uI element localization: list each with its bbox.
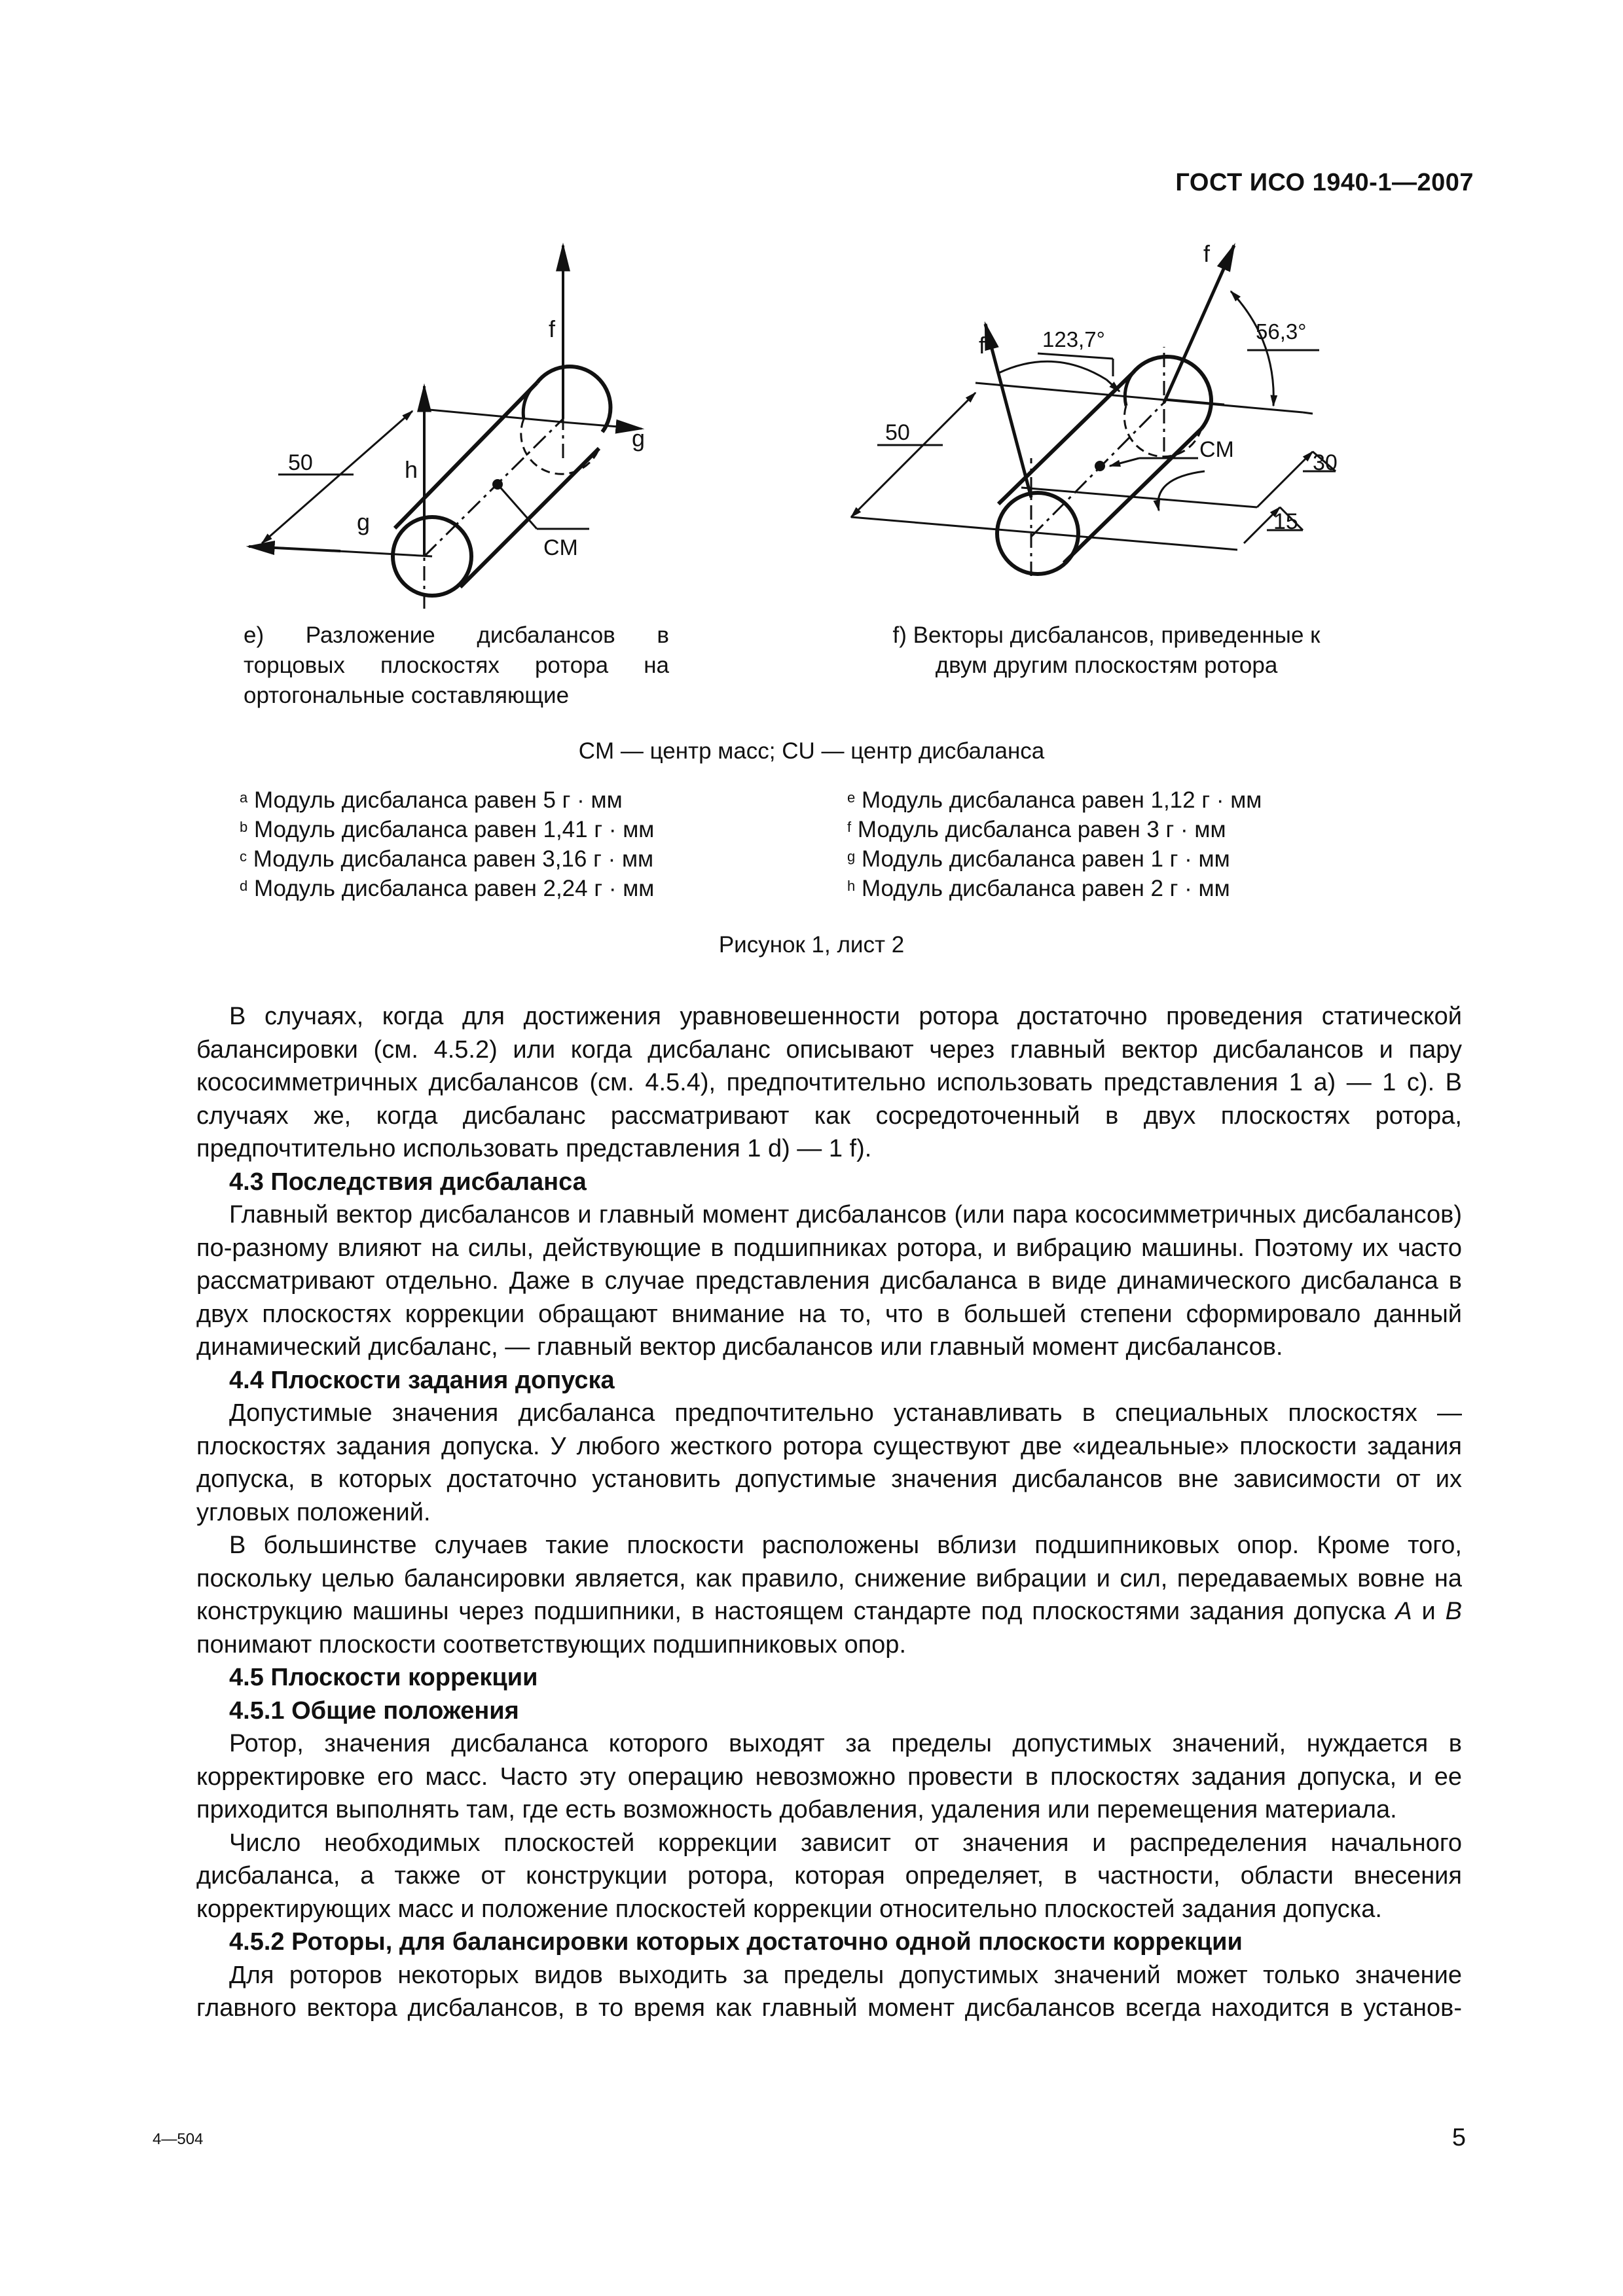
- fig-e-label-f: f: [549, 315, 556, 342]
- notes-right: [847, 785, 1262, 903]
- section-heading-4-5-1: 4.5.1 Общие положения: [229, 1696, 519, 1725]
- fig-e-label-g-left: g: [357, 509, 371, 535]
- fig-f-dim-15: 15: [1273, 509, 1298, 534]
- fig-f-angle-left: 123,7°: [1042, 327, 1105, 351]
- section-heading-4-5: 4.5 Плоскости коррекции: [229, 1664, 538, 1691]
- paragraph: Допустимые значения дисбаланса предпочтительно устанавливать в специальных плоскостях — плоскостях задания допуска. У любого жесткого ротора существуют две «идеальные» плоскости задания допуска, в которых достаточно установить допустимые значения дисбалансов вне зависимости от их угловых положений.: [196, 1399, 1462, 1526]
- footer-print-code: 4—504: [153, 2130, 204, 2148]
- fig-f-dim-50: 50: [885, 420, 910, 445]
- fig-f-label-cm: CM: [1199, 437, 1234, 462]
- note-a: $^a$ Модуль дисбаланса равен 5 г · мм: [240, 787, 623, 813]
- fig-e-label-cm: CM: [543, 535, 578, 560]
- fig-f-angle-right: 56,3°: [1256, 319, 1307, 344]
- figure-f-caption: f) Векторы дисбалансов, приведенные к двум другим плоскостям ротора: [892, 622, 1321, 678]
- figure-e-caption: е) Разложение дисбалансов в торцовых плоскостях ротора на ортогональные составляющие: [244, 622, 669, 708]
- paragraph: Число необходимых плоскостей коррекции зависит от значения и распределения начального дисбаланса, а также от конструкции ротора, которая определяет, в частности, области внесения корректирующих масс и положение плоскостей коррекции относительно плоскостей задания допуска.: [196, 1829, 1462, 1923]
- document-code: ГОСТ ИСО 1940-1—2007: [1175, 169, 1474, 196]
- section-heading-4-5-2: 4.5.2 Роторы, для балансировки которых достаточно одной плоскости коррекции: [229, 1928, 1243, 1956]
- fig-e-label-g-right: g: [632, 425, 646, 452]
- paragraph: В случаях, когда для достижения уравновешенности ротора достаточно проведения статической балансировки (см. 4.5.2) или когда дисбаланс описывают через главный вектор дисбалансов и пару кососимметричных дисбалансов (см. 4.5.4), предпочтительно использовать представления 1 а) — 1 с). В случаях же, когда дисбаланс рассматривают как сосредоточенный в двух плоскостях ротора, предпочтительно использовать представления 1 d) — 1 f).: [196, 1003, 1462, 1162]
- note-e: $^e$ Модуль дисбаланса равен 1,12 г · мм: [847, 787, 1262, 813]
- figure-title: Рисунок 1, лист 2: [718, 932, 905, 958]
- figure-legend: CM — центр масс; CU — центр дисбаланса: [578, 738, 1045, 764]
- figure-diagrams: [0, 0, 1623, 622]
- body-text: [196, 1000, 1462, 2025]
- note-b: $^b$ Модуль дисбаланса равен 1,41 г · мм: [240, 817, 655, 842]
- paragraph: Для роторов некоторых видов выходить за пределы допустимых значений может только значение главного вектора дисбалансов, в то время как главный момент дисбалансов всегда находится в установ-: [196, 1961, 1462, 2022]
- fig-f-dim-30: 30: [1313, 450, 1338, 475]
- paragraph: В большинстве случаев такие плоскости расположены вблизи подшипниковых опор. Кроме того, поскольку целью балансировки является, как правило, снижение вибрации и сил, передаваемых вовне на конструкцию машины через подшипники, в настоящем стандарте под плоскостями задания допуска А и В понимают плоскости соответствующих подшипниковых опор.: [196, 1532, 1462, 1659]
- figure-e-drawing: [249, 245, 642, 609]
- note-f: $^f$ Модуль дисбаланса равен 3 г · мм: [847, 817, 1226, 842]
- note-c: $^c$ Модуль дисбаланса равен 3,16 г · мм: [240, 846, 654, 872]
- note-g: $^g$ Модуль дисбаланса равен 1 г · мм: [847, 846, 1230, 872]
- fig-e-label-h: h: [405, 456, 418, 483]
- fig-e-dim-50: 50: [288, 450, 313, 475]
- figure-f-drawing: [851, 245, 1336, 576]
- section-heading-4-4: 4.4 Плоскости задания допуска: [229, 1366, 615, 1394]
- fig-f-label-f-left: f: [979, 332, 986, 359]
- section-heading-4-3: 4.3 Последствия дисбаланса: [229, 1168, 587, 1196]
- notes-left: [240, 785, 654, 903]
- fig-f-label-f-right: f: [1203, 240, 1211, 267]
- note-h: $^h$ Модуль дисбаланса равен 2 г · мм: [847, 876, 1230, 901]
- paragraph: Ротор, значения дисбаланса которого выходят за пределы допустимых значений, нуждается в корректировке его масс. Часто эту операцию невозможно провести в плоскостях задания допуска, и ее приходится выполнять там, где есть возможность добавления, удаления или перемещения материала.: [196, 1730, 1462, 1823]
- page-number: 5: [1451, 2124, 1466, 2151]
- note-d: $^d$ Модуль дисбаланса равен 2,24 г · мм: [240, 876, 655, 901]
- paragraph: Главный вектор дисбалансов и главный момент дисбалансов (или пара кососимметричных дисбалансов) по-разному влияют на силы, действующие в подшипниках ротора, и вибрацию машины. Поэтому их часто рассматривают отдельно. Даже в случае представления дисбаланса в виде динамического дисбаланса в двух плоскостях коррекции обращают внимание на то, что в большей степени сформировало данный динамический дисбаланс, — главный вектор дисбалансов или главный момент дисбалансов.: [196, 1201, 1462, 1361]
